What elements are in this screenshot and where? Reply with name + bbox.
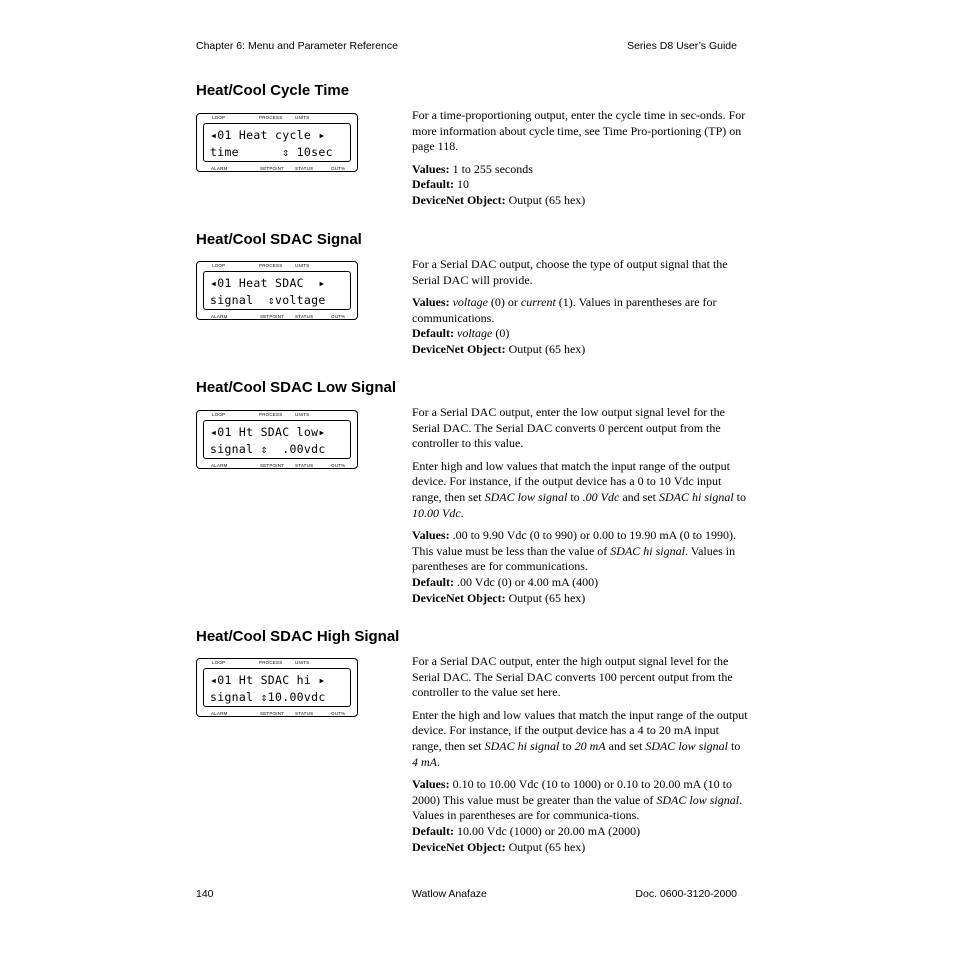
values-line: Values: voltage (0) or current (1). Values in parentheses are for communications. xyxy=(412,295,717,325)
section-title-sdac-high-signal: Heat/Cool SDAC High Signal xyxy=(196,628,400,645)
lcd-line-1: ◂01 Heat SDAC ▸ xyxy=(210,276,326,290)
lcd-line-2: time ⇕ 10sec xyxy=(210,145,333,159)
lcd-label-setpoint: SETPOINT xyxy=(260,166,285,171)
lcd-label-out: OUT% xyxy=(331,711,346,716)
lcd-label-process: PROCESS xyxy=(259,660,283,665)
description: For a Serial DAC output, enter the low output signal level for the Serial DAC. The Serial DAC converts 0 percent output from the controller to this value. xyxy=(412,405,725,451)
lcd-label-process: PROCESS xyxy=(259,263,283,268)
section-body-sdac-signal xyxy=(412,257,748,358)
object-line: DeviceNet Object: Output (65 hex) xyxy=(412,590,586,605)
lcd-display-sdac-low-signal xyxy=(196,410,358,469)
lcd-label-alarm: ALARM xyxy=(211,314,228,319)
default-line: Default: voltage (0) xyxy=(412,326,510,341)
running-header-guide: Series D8 User’s Guide xyxy=(627,40,737,52)
section-title-sdac-signal: Heat/Cool SDAC Signal xyxy=(196,231,362,248)
default-line: Default: 10.00 Vdc (1000) or 20.00 mA (2000) xyxy=(412,823,641,838)
lcd-label-units: UNITS xyxy=(295,660,310,665)
lcd-label-out: OUT% xyxy=(331,166,346,171)
lcd-screen xyxy=(203,420,351,459)
values-line: Values: 0.10 to 10.00 Vdc (10 to 1000) or 0.10 to 20.00 mA (10 to 2000) This value must be greater than the value of SDAC low signal. Values in parentheses are for communica-tions. xyxy=(412,777,743,823)
lcd-label-alarm: ALARM xyxy=(211,711,228,716)
lcd-display-sdac-high-signal xyxy=(196,658,358,717)
lcd-line-1: ◂01 Ht SDAC hi ▸ xyxy=(210,673,326,687)
section-title-cycle-time: Heat/Cool Cycle Time xyxy=(196,82,350,99)
values-line: Values: 1 to 255 seconds xyxy=(412,161,533,176)
lcd-display-sdac-signal xyxy=(196,261,358,320)
section-body-cycle-time xyxy=(412,108,748,209)
footer-publisher: Watlow Anafaze xyxy=(412,888,487,900)
footer-document-number: Doc. 0600-3120-2000 xyxy=(635,888,737,900)
lcd-line-1: ◂01 Ht SDAC low▸ xyxy=(210,425,326,439)
description: For a Serial DAC output, enter the high output signal level for the Serial DAC. The Serial DAC converts 100 percent output from the controller to the value set here. xyxy=(412,654,733,700)
object-line: DeviceNet Object: Output (65 hex) xyxy=(412,839,586,854)
lcd-label-units: UNITS xyxy=(295,263,310,268)
lcd-display-cycle-time xyxy=(196,113,358,172)
running-header-chapter: Chapter 6: Menu and Parameter Reference xyxy=(196,40,398,52)
section-body-sdac-high-signal xyxy=(412,654,748,855)
lcd-label-process: PROCESS xyxy=(259,115,283,120)
lcd-screen xyxy=(203,271,351,310)
object-line: DeviceNet Object: Output (65 hex) xyxy=(412,341,586,356)
page-number: 140 xyxy=(196,888,214,900)
default-line: Default: .00 Vdc (0) or 4.00 mA (400) xyxy=(412,574,599,589)
lcd-label-loop: LOOP xyxy=(212,660,226,665)
instruction-paragraph: Enter the high and low values that match the input range of the output device. For instance, if the output device has a 4 to 20 mA input range, then set SDAC hi signal to 20 mA and set SDAC low signal to 4 mA. xyxy=(412,707,748,769)
lcd-line-2: signal ⇕ .00vdc xyxy=(210,442,326,456)
lcd-label-alarm: ALARM xyxy=(211,463,228,468)
description: For a Serial DAC output, choose the type of output signal that the Serial DAC will provide. xyxy=(412,257,728,287)
lcd-label-units: UNITS xyxy=(295,115,310,120)
lcd-label-status: STATUS xyxy=(295,711,314,716)
lcd-label-alarm: ALARM xyxy=(211,166,228,171)
lcd-label-status: STATUS xyxy=(295,314,314,319)
lcd-label-setpoint: SETPOINT xyxy=(260,711,285,716)
lcd-label-process: PROCESS xyxy=(259,412,283,417)
lcd-label-loop: LOOP xyxy=(212,115,226,120)
lcd-label-out: OUT% xyxy=(331,463,346,468)
lcd-screen xyxy=(203,668,351,707)
lcd-label-loop: LOOP xyxy=(212,412,226,417)
lcd-label-units: UNITS xyxy=(295,412,310,417)
object-line: DeviceNet Object: Output (65 hex) xyxy=(412,192,586,207)
lcd-screen xyxy=(203,123,351,162)
lcd-label-status: STATUS xyxy=(295,166,314,171)
lcd-label-loop: LOOP xyxy=(212,263,226,268)
description: For a time-proportioning output, enter the cycle time in sec-onds. For more information about cycle time, see Time Pro-portioning (TP) on page 118. xyxy=(412,108,746,154)
lcd-line-2: signal ⇕voltage xyxy=(210,293,326,307)
lcd-line-1: ◂01 Heat cycle ▸ xyxy=(210,128,326,142)
lcd-label-status: STATUS xyxy=(295,463,314,468)
lcd-label-setpoint: SETPOINT xyxy=(260,463,285,468)
lcd-label-out: OUT% xyxy=(331,314,346,319)
instruction-paragraph: Enter high and low values that match the input range of the output device. For instance, if the output device has a 0 to 10 Vdc input range, then set SDAC low signal to .00 Vdc and set SDAC hi signal to 10.00 Vdc. xyxy=(412,458,746,520)
default-line: Default: 10 xyxy=(412,177,469,192)
lcd-label-setpoint: SETPOINT xyxy=(260,314,285,319)
section-title-sdac-low-signal: Heat/Cool SDAC Low Signal xyxy=(196,379,397,396)
section-body-sdac-low-signal xyxy=(412,405,748,606)
values-line: Values: .00 to 9.90 Vdc (0 to 990) or 0.00 to 19.90 mA (0 to 1990). This value must be less than the value of SDAC hi signal. Values in parentheses are for communications. xyxy=(412,528,737,574)
lcd-line-2: signal ⇕10.00vdc xyxy=(210,690,326,704)
